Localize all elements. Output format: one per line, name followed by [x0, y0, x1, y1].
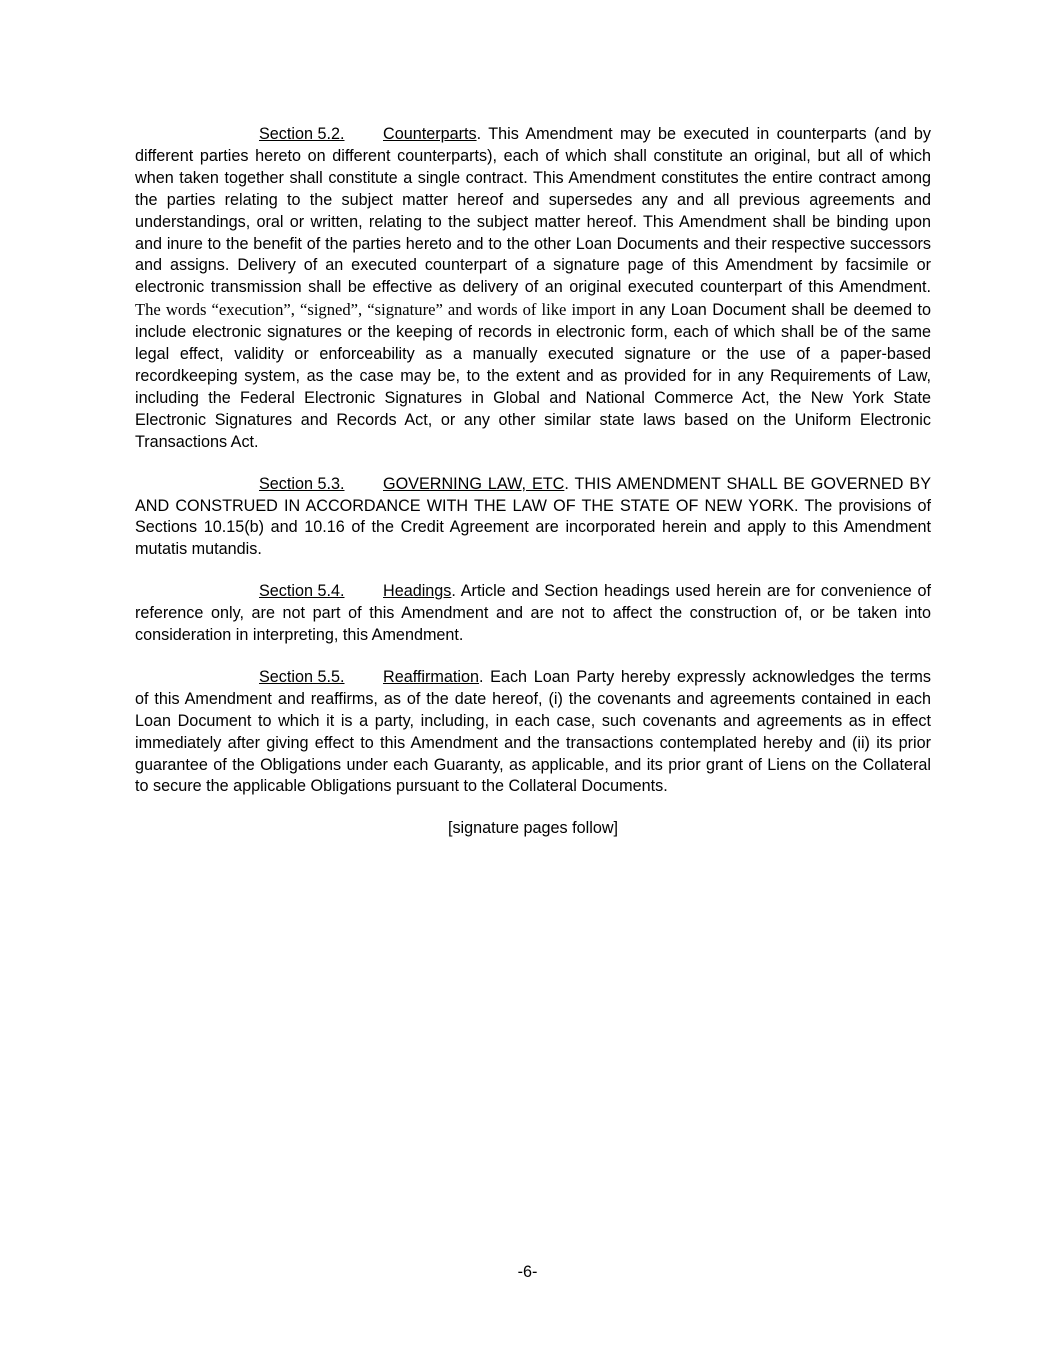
section-text: . Each Loan Party hereby expressly acknowledges the terms of this Amendment and reaffirms, as of the date hereof, (i) the covenants and agreements contained in each Loan Document to which it is a party, including, in each case, such covenants and agreements as in effect immediately after giving effect to this Amendment and the transactions contemplated hereby and (ii) its prior guarantee of the Obligations under each Guaranty, as applicable, and its prior grant of Liens on the Collateral to secure the applicable Obligations pursuant to the Collateral Documents. — [135, 667, 931, 796]
section-number: Section 5.5. — [259, 667, 345, 686]
section-5-3-paragraph — [135, 474, 931, 562]
section-number: Section 5.4. — [259, 582, 345, 601]
section-title: Counterparts — [383, 125, 477, 143]
section-text: . THIS AMENDMENT SHALL BE GOVERNED BY AND CONSTRUED IN ACCORDANCE WITH THE LAW OF THE STATE OF NEW YORK. The provisions of Sections 10.15(b) and 10.16 of the Credit Agreement are incorporated herein and apply to this Amendment mutatis mutandis. — [135, 474, 931, 559]
section-title: GOVERNING LAW, ETC — [383, 474, 565, 493]
section-text: . Article and Section headings used herein are for convenience of reference only, are not part of this Amendment and are not to affect the construction of, or be taken into consideration in interpreting, this Amendment. — [135, 582, 931, 645]
section-number: Section 5.2. — [259, 125, 345, 143]
section-number: Section 5.3. — [259, 474, 345, 493]
document-body — [135, 124, 931, 840]
section-5-5-paragraph — [135, 667, 931, 798]
section-text-serif: The words “execution”, “signed”, “signature” and words of like import — [135, 300, 616, 320]
section-text-continued: in any Loan Document shall be deemed to include electronic signatures or the keeping of records in electronic form, each of which shall be of the same legal effect, validity or enforceability as a manually executed signature or the use of a paper-based recordkeeping system, as the case may be, to the extent and as provided for in any Requirements of Law, including the Federal Electronic Signatures in Global and National Commerce Act, the New York State Electronic Signatures and Records Act, or any other similar state laws based on the Uniform Electronic Transactions Act. — [135, 301, 932, 451]
section-5-4-paragraph — [135, 581, 931, 647]
signature-pages-note: [signature pages follow] — [447, 819, 619, 838]
page-number: -6- — [517, 1263, 538, 1281]
section-title: Reaffirmation — [383, 667, 479, 686]
section-text: . This Amendment may be executed in counterparts (and by different parties hereto on different counterparts), each of which shall constitute an original, but all of which when taken together shall constitute a single contract. This Amendment constitutes the entire contract among the parties relating to the subject matter hereof and supersedes any and all previous agreements and understandings, oral or written, relating to the subject matter hereof. This Amendment shall be binding upon and inure to the benefit of the parties hereto and to the other Loan Documents and their respective successors and assigns. Delivery of an executed counterpart of a signature page of this Amendment by facsimile or electronic transmission shall be effective as delivery of an original executed counterpart of this Amendment. — [135, 125, 931, 297]
section-5-2-paragraph — [135, 124, 931, 454]
section-title: Headings — [383, 582, 452, 601]
